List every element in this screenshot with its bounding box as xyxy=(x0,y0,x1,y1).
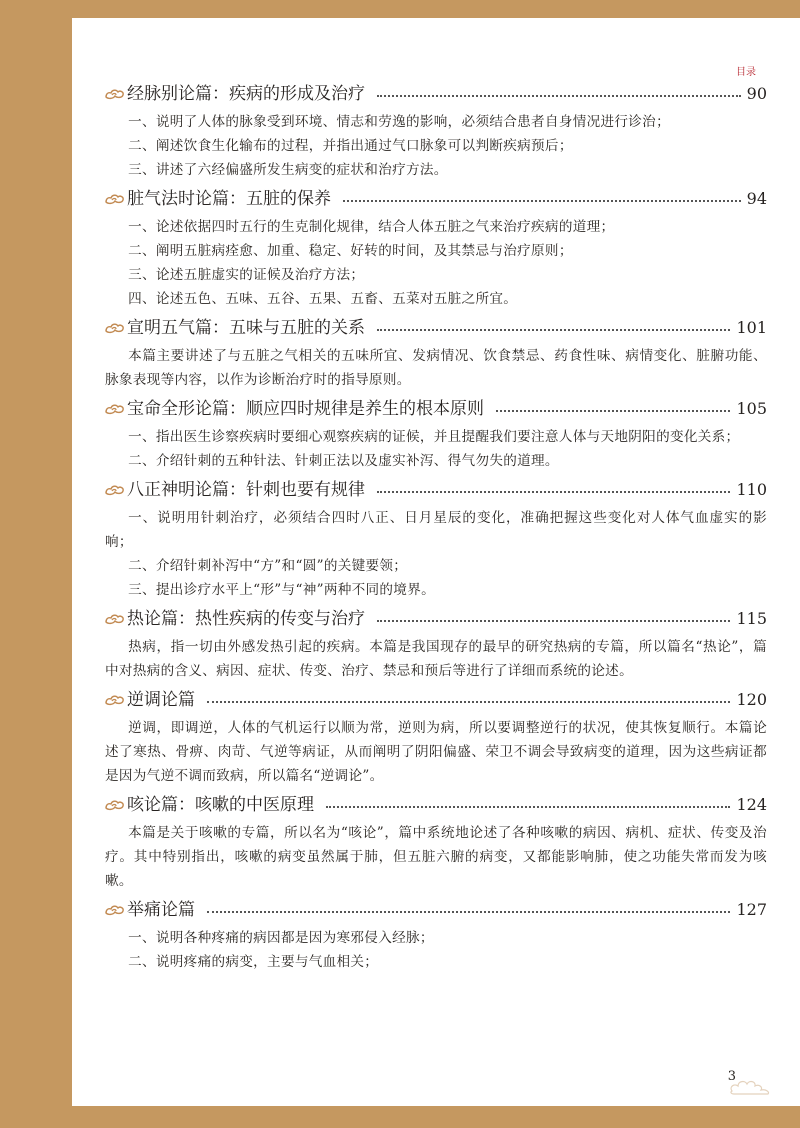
cloud-scroll-icon xyxy=(105,322,125,334)
toc-page-number: 127 xyxy=(736,900,767,919)
description-paragraph: 一、说明了人体的脉象受到环境、情志和劳逸的影响，必须结合患者自身情况进行诊治； xyxy=(128,114,670,130)
description-paragraph: 一、说明用针刺治疗，必须结合四时八正、日月星辰的变化，准确把握这些变化对人体气血虚实的影响； xyxy=(105,510,767,550)
toc-entry xyxy=(105,476,767,602)
description-paragraph: 四、论述五色、五味、五谷、五果、五畜、五菜对五脏之所宜。 xyxy=(128,291,518,307)
dot-leader xyxy=(343,199,741,202)
description-paragraph: 三、论述五脏虚实的证候及治疗方法； xyxy=(128,267,365,283)
toc-entry xyxy=(105,314,767,392)
toc-heading[interactable] xyxy=(105,791,767,819)
toc-title: 脏气法时论篇：五脏的保养 xyxy=(127,189,331,209)
description-paragraph: 本篇是关于咳嗽的专篇，所以名为“咳论”，篇中系统地论述了各种咳嗽的病因、病机、症状、传变及治疗。其中特别指出，咳嗽的病变虽然属于肺，但五脏六腑的病变，又都能影响肺，使之功能失常而发为咳嗽。 xyxy=(105,825,767,889)
document-page xyxy=(72,18,800,1106)
toc-description xyxy=(105,821,767,893)
toc-description xyxy=(105,215,767,311)
dot-leader xyxy=(377,328,730,331)
toc-entry xyxy=(105,185,767,311)
toc-page-number: 90 xyxy=(746,84,767,103)
toc-page-number: 110 xyxy=(736,480,767,499)
description-paragraph: 二、阐述饮食生化输布的过程，并指出通过气口脉象可以判断疾病预后； xyxy=(128,138,573,154)
toc-page-number: 115 xyxy=(736,609,767,628)
cloud-scroll-icon xyxy=(105,88,125,100)
toc-title: 八正神明论篇：针刺也要有规律 xyxy=(127,480,365,500)
toc-heading[interactable] xyxy=(105,80,767,108)
description-paragraph: 一、论述依据四时五行的生克制化规律，结合人体五脏之气来治疗疾病的道理； xyxy=(128,219,615,235)
table-of-contents xyxy=(105,80,767,977)
toc-title: 逆调论篇 xyxy=(127,690,195,710)
corner-cloud-icon xyxy=(728,1076,774,1096)
toc-title: 经脉别论篇：疾病的形成及治疗 xyxy=(127,84,365,104)
toc-heading[interactable] xyxy=(105,395,767,423)
toc-entry xyxy=(105,896,767,974)
toc-entry xyxy=(105,686,767,788)
toc-heading[interactable] xyxy=(105,896,767,924)
description-paragraph: 二、介绍针刺的五种针法、针刺正法以及虚实补泻、得气勿失的道理。 xyxy=(128,453,559,469)
cloud-scroll-icon xyxy=(105,193,125,205)
description-paragraph: 逆调，即调逆，人体的气机运行以顺为常，逆则为病，所以要调整逆行的状况，使其恢复顺行。本篇论述了寒热、骨痹、肉苛、气逆等病证，从而阐明了阴阳偏盛、荣卫不调会导致病变的道理，因为这些病证都是因为气逆不调而致病，所以篇名“逆调论”。 xyxy=(105,720,767,784)
dot-leader xyxy=(377,619,730,622)
toc-description xyxy=(105,425,767,473)
description-paragraph: 三、提出诊疗水平上“形”与“神”两种不同的境界。 xyxy=(128,582,435,598)
toc-heading[interactable] xyxy=(105,185,767,213)
toc-page-number: 124 xyxy=(736,795,767,814)
toc-description xyxy=(105,506,767,602)
toc-entry xyxy=(105,80,767,182)
description-paragraph: 三、讲述了六经偏盛所发生病变的症状和治疗方法。 xyxy=(128,162,448,178)
toc-description xyxy=(105,926,767,974)
toc-description xyxy=(105,635,767,683)
toc-heading[interactable] xyxy=(105,314,767,342)
toc-title: 宝命全形论篇：顺应四时规律是养生的根本原则 xyxy=(127,399,484,419)
toc-page-number: 105 xyxy=(736,399,767,418)
page-number: 3 xyxy=(727,1069,736,1084)
cloud-scroll-icon xyxy=(105,403,125,415)
toc-title: 举痛论篇 xyxy=(127,900,195,920)
toc-description xyxy=(105,110,767,182)
dot-leader xyxy=(496,409,730,412)
cloud-scroll-icon xyxy=(105,694,125,706)
dot-leader xyxy=(207,910,730,913)
toc-description xyxy=(105,716,767,788)
dot-leader xyxy=(377,490,730,493)
toc-heading[interactable] xyxy=(105,476,767,504)
toc-title: 咳论篇：咳嗽的中医原理 xyxy=(127,795,314,815)
toc-entry xyxy=(105,395,767,473)
description-paragraph: 本篇主要讲述了与五脏之气相关的五味所宜、发病情况、饮食禁忌、药食性味、病情变化、脏腑功能、脉象表现等内容，以作为诊断治疗时的指导原则。 xyxy=(105,348,767,388)
description-paragraph: 二、阐明五脏病痊愈、加重、稳定、好转的时间，及其禁忌与治疗原则； xyxy=(128,243,573,259)
toc-description xyxy=(105,344,767,392)
toc-page-number: 94 xyxy=(746,189,767,208)
cloud-scroll-icon xyxy=(105,613,125,625)
toc-page-number: 120 xyxy=(736,690,767,709)
toc-heading[interactable] xyxy=(105,686,767,714)
running-header: 目录 xyxy=(736,67,756,78)
toc-title: 热论篇：热性疾病的传变与治疗 xyxy=(127,609,365,629)
toc-page-number: 101 xyxy=(736,318,767,337)
dot-leader xyxy=(326,805,730,808)
description-paragraph: 二、介绍针刺补泻中“方”和“圆”的关键要领； xyxy=(128,558,408,574)
toc-title: 宣明五气篇：五味与五脏的关系 xyxy=(127,318,365,338)
cloud-scroll-icon xyxy=(105,904,125,916)
cloud-scroll-icon xyxy=(105,799,125,811)
toc-entry xyxy=(105,791,767,893)
toc-heading[interactable] xyxy=(105,605,767,633)
description-paragraph: 二、说明疼痛的病变，主要与气血相关； xyxy=(128,954,379,970)
description-paragraph: 一、说明各种疼痛的病因都是因为寒邪侵入经脉； xyxy=(128,930,434,946)
cloud-scroll-icon xyxy=(105,484,125,496)
dot-leader xyxy=(207,700,730,703)
description-paragraph: 热病，指一切由外感发热引起的疾病。本篇是我国现存的最早的研究热病的专篇，所以篇名“热论”，篇中对热病的含义、病因、症状、传变、治疗、禁忌和预后等进行了详细而系统的论述。 xyxy=(105,639,767,679)
dot-leader xyxy=(377,94,741,97)
description-paragraph: 一、指出医生诊察疾病时要细心观察疾病的证候，并且提醒我们要注意人体与天地阴阳的变化关系； xyxy=(128,429,740,445)
toc-entry xyxy=(105,605,767,683)
